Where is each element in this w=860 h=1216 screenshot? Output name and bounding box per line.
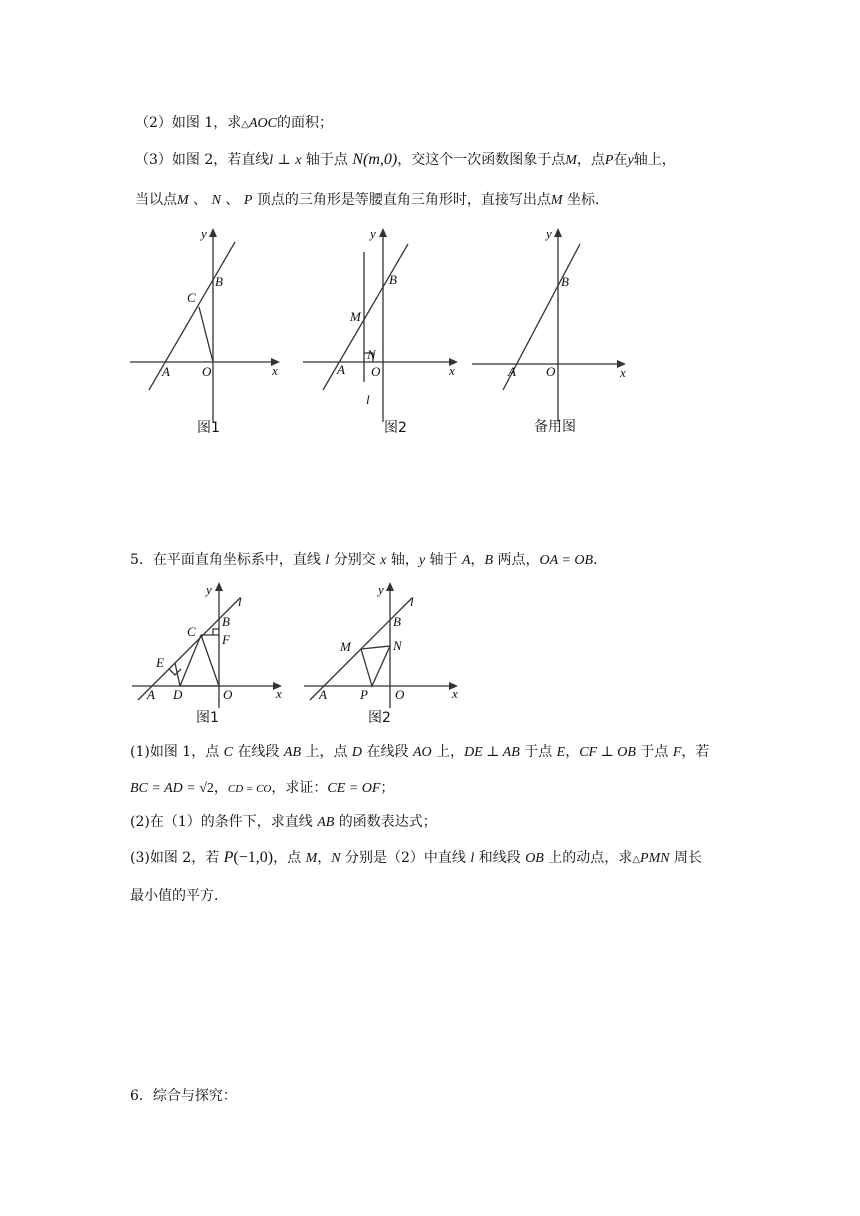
svg-text:y: y [378,582,384,597]
svg-text:B: B [393,614,401,629]
svg-text:y: y [206,582,212,597]
q5-part1-line2: BC = AD = √2，CD = CO，求证：CE = OF； [130,780,395,796]
svg-text:x: x [272,363,278,378]
svg-text:O: O [223,687,233,702]
svg-text:x: x [452,686,458,701]
q5-part1-line1: (1)如图 1，点 C 在线段 AB 上，点 D 在线段 AO 上，DE ⊥ AB 于点 E，CF ⊥ OB 于点 F，若 [130,744,710,760]
svg-text:P: P [360,687,368,702]
q4-figure-backup [470,222,640,437]
svg-text:l: l [238,594,242,609]
svg-text:O: O [546,364,556,379]
segment-co [199,307,213,362]
svg-text:l: l [410,594,414,609]
svg-text:l: l [366,392,370,407]
q5-part3-line1: (3)如图 2，若 P(−1,0)，点 M，N 分别是（2）中直线 l 和线段 OB 上的动点，求△PMN 周长 [130,849,703,866]
q4-part3-line2: 当以点M 、 N 、 P 顶点的三角形是等腰直角三角形时，直接写出点M 坐标． [135,192,609,208]
svg-text:图1: 图1 [197,420,220,436]
svg-text:O: O [395,687,405,702]
svg-text:F: F [222,632,230,647]
svg-text:备用图: 备用图 [534,419,576,435]
svg-text:O: O [202,364,212,379]
svg-text:y: y [546,226,552,241]
line-ab [323,244,408,390]
q5-figure-2 [302,578,467,728]
q4-part2: （2）如图 1，求△AOC的面积； [135,115,333,131]
svg-text:B: B [389,272,397,287]
svg-text:x: x [276,686,282,701]
q5-stem: 5．在平面直角坐标系中，直线 l 分别交 x 轴，y 轴于 A，B 两点，OA = OB． [130,552,608,568]
segment-co [201,635,219,686]
svg-text:D: D [173,687,183,702]
svg-text:B: B [561,274,569,289]
segment-cd [180,635,201,686]
right-angle-mark-e [169,669,181,675]
q4-figure-2 [298,222,468,437]
svg-text:A: A [319,687,327,702]
svg-text:y: y [370,226,376,241]
svg-text:M: M [350,309,361,324]
svg-text:A: A [337,362,345,377]
svg-text:图2: 图2 [384,420,407,436]
svg-text:O: O [371,364,381,379]
q5-part2: (2)在（1）的条件下，求直线 AB 的函数表达式； [130,814,437,830]
q5-part3-line2: 最小值的平方． [130,888,228,904]
q5-figure-1 [130,578,290,728]
q6-heading: 6．综合与探究： [130,1088,237,1104]
svg-text:y: y [201,226,207,241]
svg-text:图1: 图1 [196,710,219,726]
q4-part3-line1: （3）如图 2，若直线l ⊥ x 轴于点 N(m,0)，交这个一次函数图象于点M，点P在y轴上， [135,151,676,168]
svg-text:N: N [367,347,376,362]
svg-text:M: M [340,639,351,654]
svg-text:B: B [215,274,223,289]
svg-text:A: A [162,364,170,379]
q4-figure-1 [125,222,285,437]
right-angle-mark-f [213,629,219,635]
svg-text:A: A [508,364,516,379]
svg-text:N: N [393,638,402,653]
svg-text:C: C [187,290,196,305]
svg-text:C: C [187,624,196,639]
svg-text:图2: 图2 [368,710,391,726]
svg-text:A: A [147,687,155,702]
triangle-pmn [361,646,390,686]
svg-text:B: B [222,614,230,629]
svg-text:x: x [620,365,626,380]
svg-text:E: E [156,655,164,670]
svg-text:x: x [449,363,455,378]
